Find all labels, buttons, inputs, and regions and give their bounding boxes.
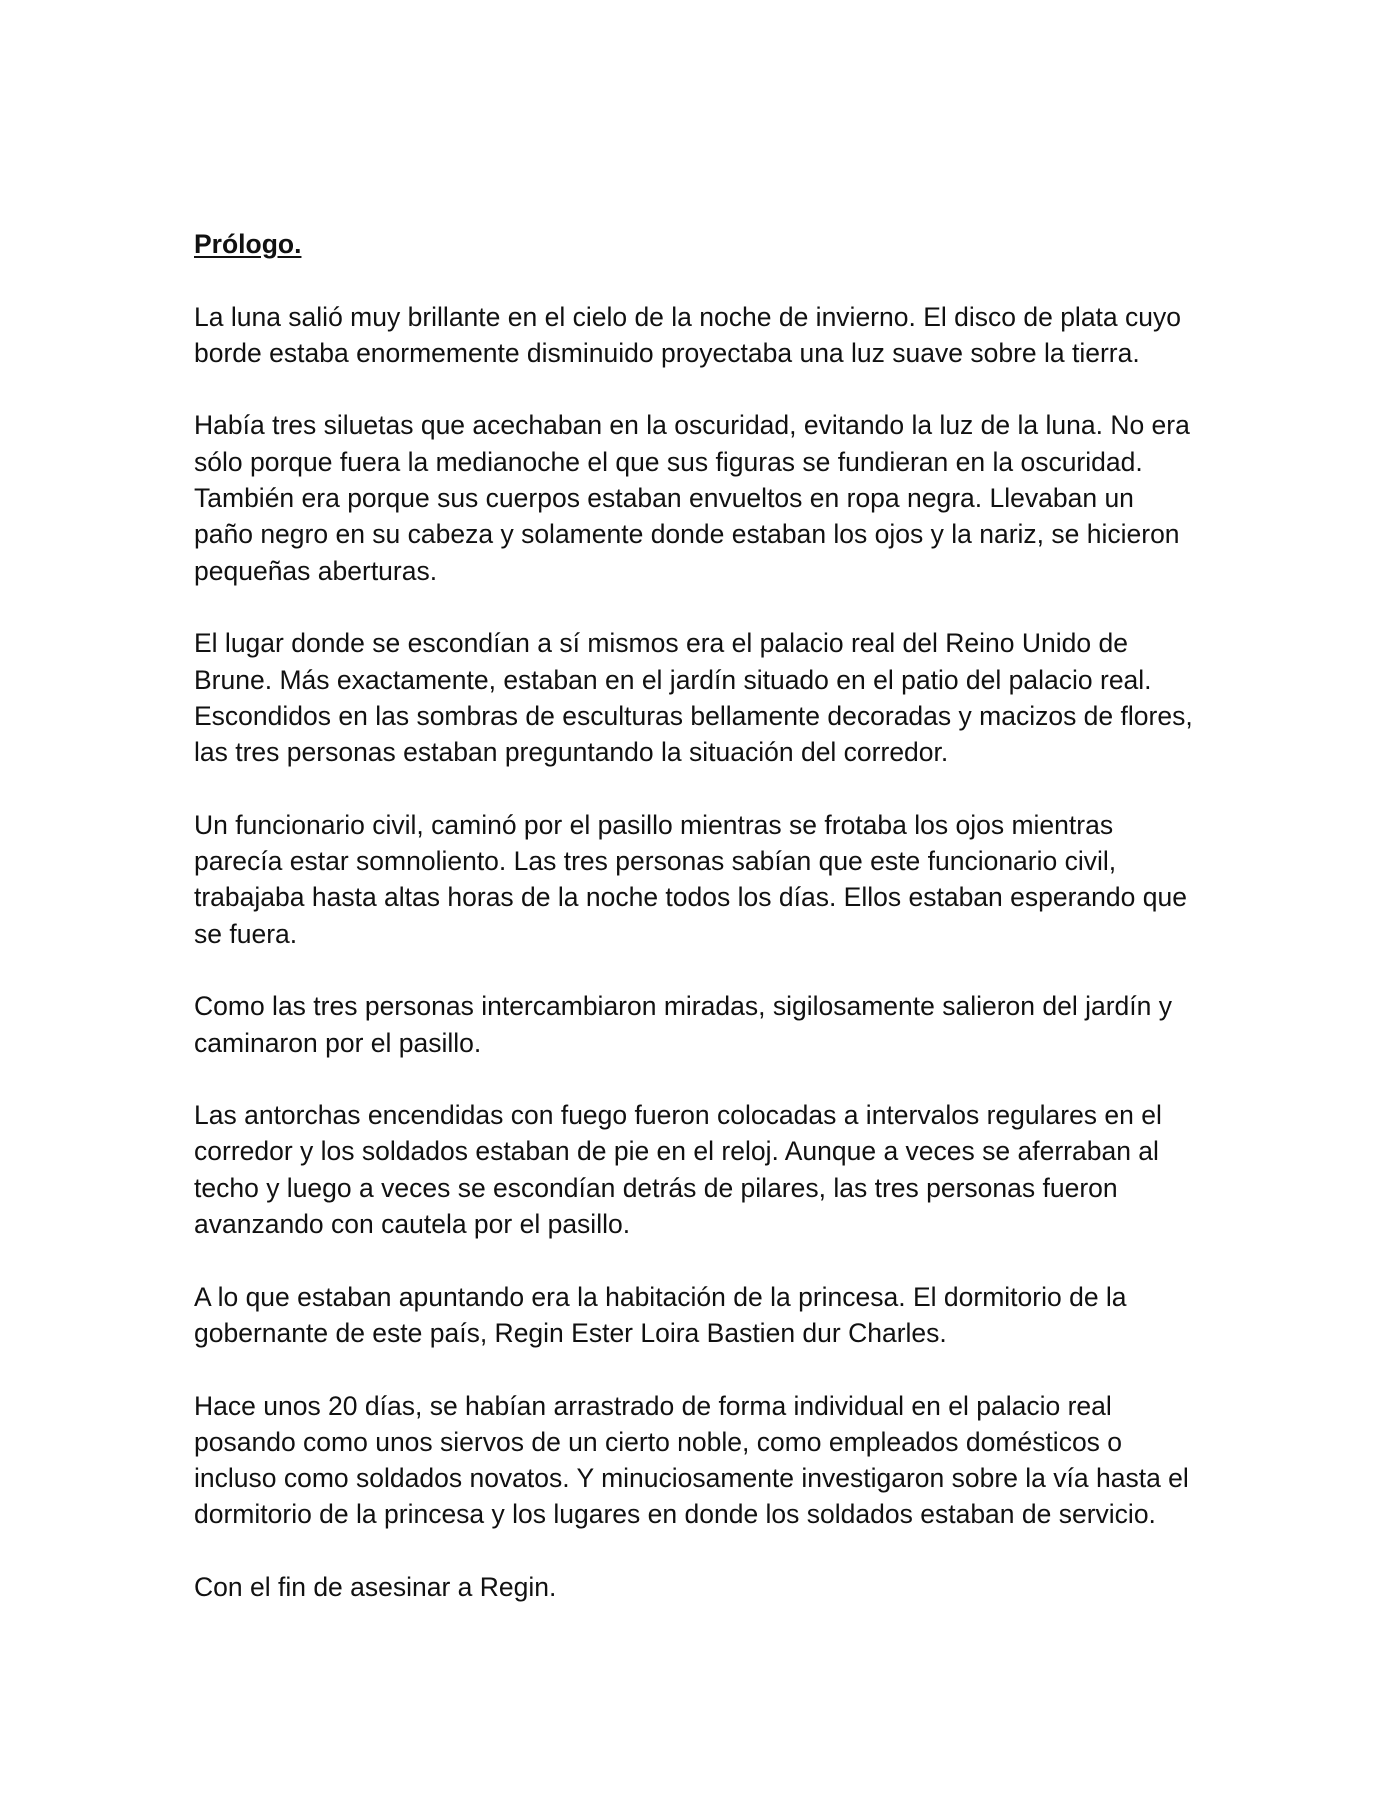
text-line: A lo que estaban apuntando era la habitación de la princesa. El dormitorio de la [194, 1281, 1127, 1312]
paragraph [194, 988, 1224, 1061]
paragraph [194, 807, 1224, 952]
text-line: incluso como soldados novatos. Y minuciosamente investigaron sobre la vía hasta el [194, 1463, 1189, 1494]
text-line: La luna salió muy brillante en el cielo de la noche de invierno. El disco de plata cuyo [194, 301, 1181, 332]
text-line: Como las tres personas intercambiaron miradas, sigilosamente salieron del jardín y [194, 991, 1173, 1022]
text-line: borde estaba enormemente disminuido proyectaba una luz suave sobre la tierra. [194, 337, 1140, 368]
text-line: caminaron por el pasillo. [194, 1027, 482, 1058]
paragraph-list [194, 299, 1224, 1606]
text-line: Brune. Más exactamente, estaban en el jardín situado en el patio del palacio real. [194, 664, 1152, 695]
text-line: se fuera. [194, 918, 298, 949]
text-line: sólo porque fuera la medianoche el que sus figuras se fundieran en la oscuridad. [194, 446, 1143, 477]
paragraph [194, 1279, 1224, 1352]
text-line: techo y luego a veces se escondían detrás de pilares, las tres personas fueron [194, 1172, 1118, 1203]
text-line: Un funcionario civil, caminó por el pasillo mientras se frotaba los ojos mientras [194, 809, 1114, 840]
paragraph [194, 299, 1224, 372]
chapter-title: Prólogo. [194, 229, 302, 259]
text-line: posando como unos siervos de un cierto noble, como empleados domésticos o [194, 1426, 1123, 1457]
paragraph [194, 1097, 1224, 1242]
text-line: paño negro en su cabeza y solamente donde estaban los ojos y la nariz, se hicieron [194, 519, 1180, 550]
document-body [194, 226, 1224, 1642]
paragraph [194, 625, 1224, 770]
text-line: avanzando con cautela por el pasillo. [194, 1209, 631, 1240]
text-line: También era porque sus cuerpos estaban envueltos en ropa negra. Llevaban un [194, 483, 1134, 514]
text-line: pequeñas aberturas. [194, 555, 438, 586]
paragraph [194, 407, 1224, 588]
text-line: Había tres siluetas que acechaban en la oscuridad, evitando la luz de la luna. No era [194, 410, 1190, 441]
text-line: Las antorchas encendidas con fuego fueron colocadas a intervalos regulares en el [194, 1100, 1162, 1131]
paragraph [194, 1569, 1224, 1605]
text-line: El lugar donde se escondían a sí mismos era el palacio real del Reino Unido de [194, 628, 1128, 659]
paragraph [194, 1388, 1224, 1533]
text-line: parecía estar somnoliento. Las tres personas sabían que este funcionario civil, [194, 846, 1117, 877]
text-line: Con el fin de asesinar a Regin. [194, 1571, 557, 1602]
text-line: gobernante de este país, Regin Ester Loira Bastien dur Charles. [194, 1317, 947, 1348]
text-line: trabajaba hasta altas horas de la noche todos los días. Ellos estaban esperando que [194, 882, 1187, 913]
text-line: dormitorio de la princesa y los lugares en donde los soldados estaban de servicio. [194, 1499, 1156, 1530]
text-line: Escondidos en las sombras de esculturas bellamente decoradas y macizos de flores, [194, 700, 1193, 731]
text-line: Hace unos 20 días, se habían arrastrado de forma individual en el palacio real [194, 1390, 1112, 1421]
text-line: las tres personas estaban preguntando la situación del corredor. [194, 737, 949, 768]
text-line: corredor y los soldados estaban de pie en el reloj. Aunque a veces se aferraban al [194, 1136, 1159, 1167]
